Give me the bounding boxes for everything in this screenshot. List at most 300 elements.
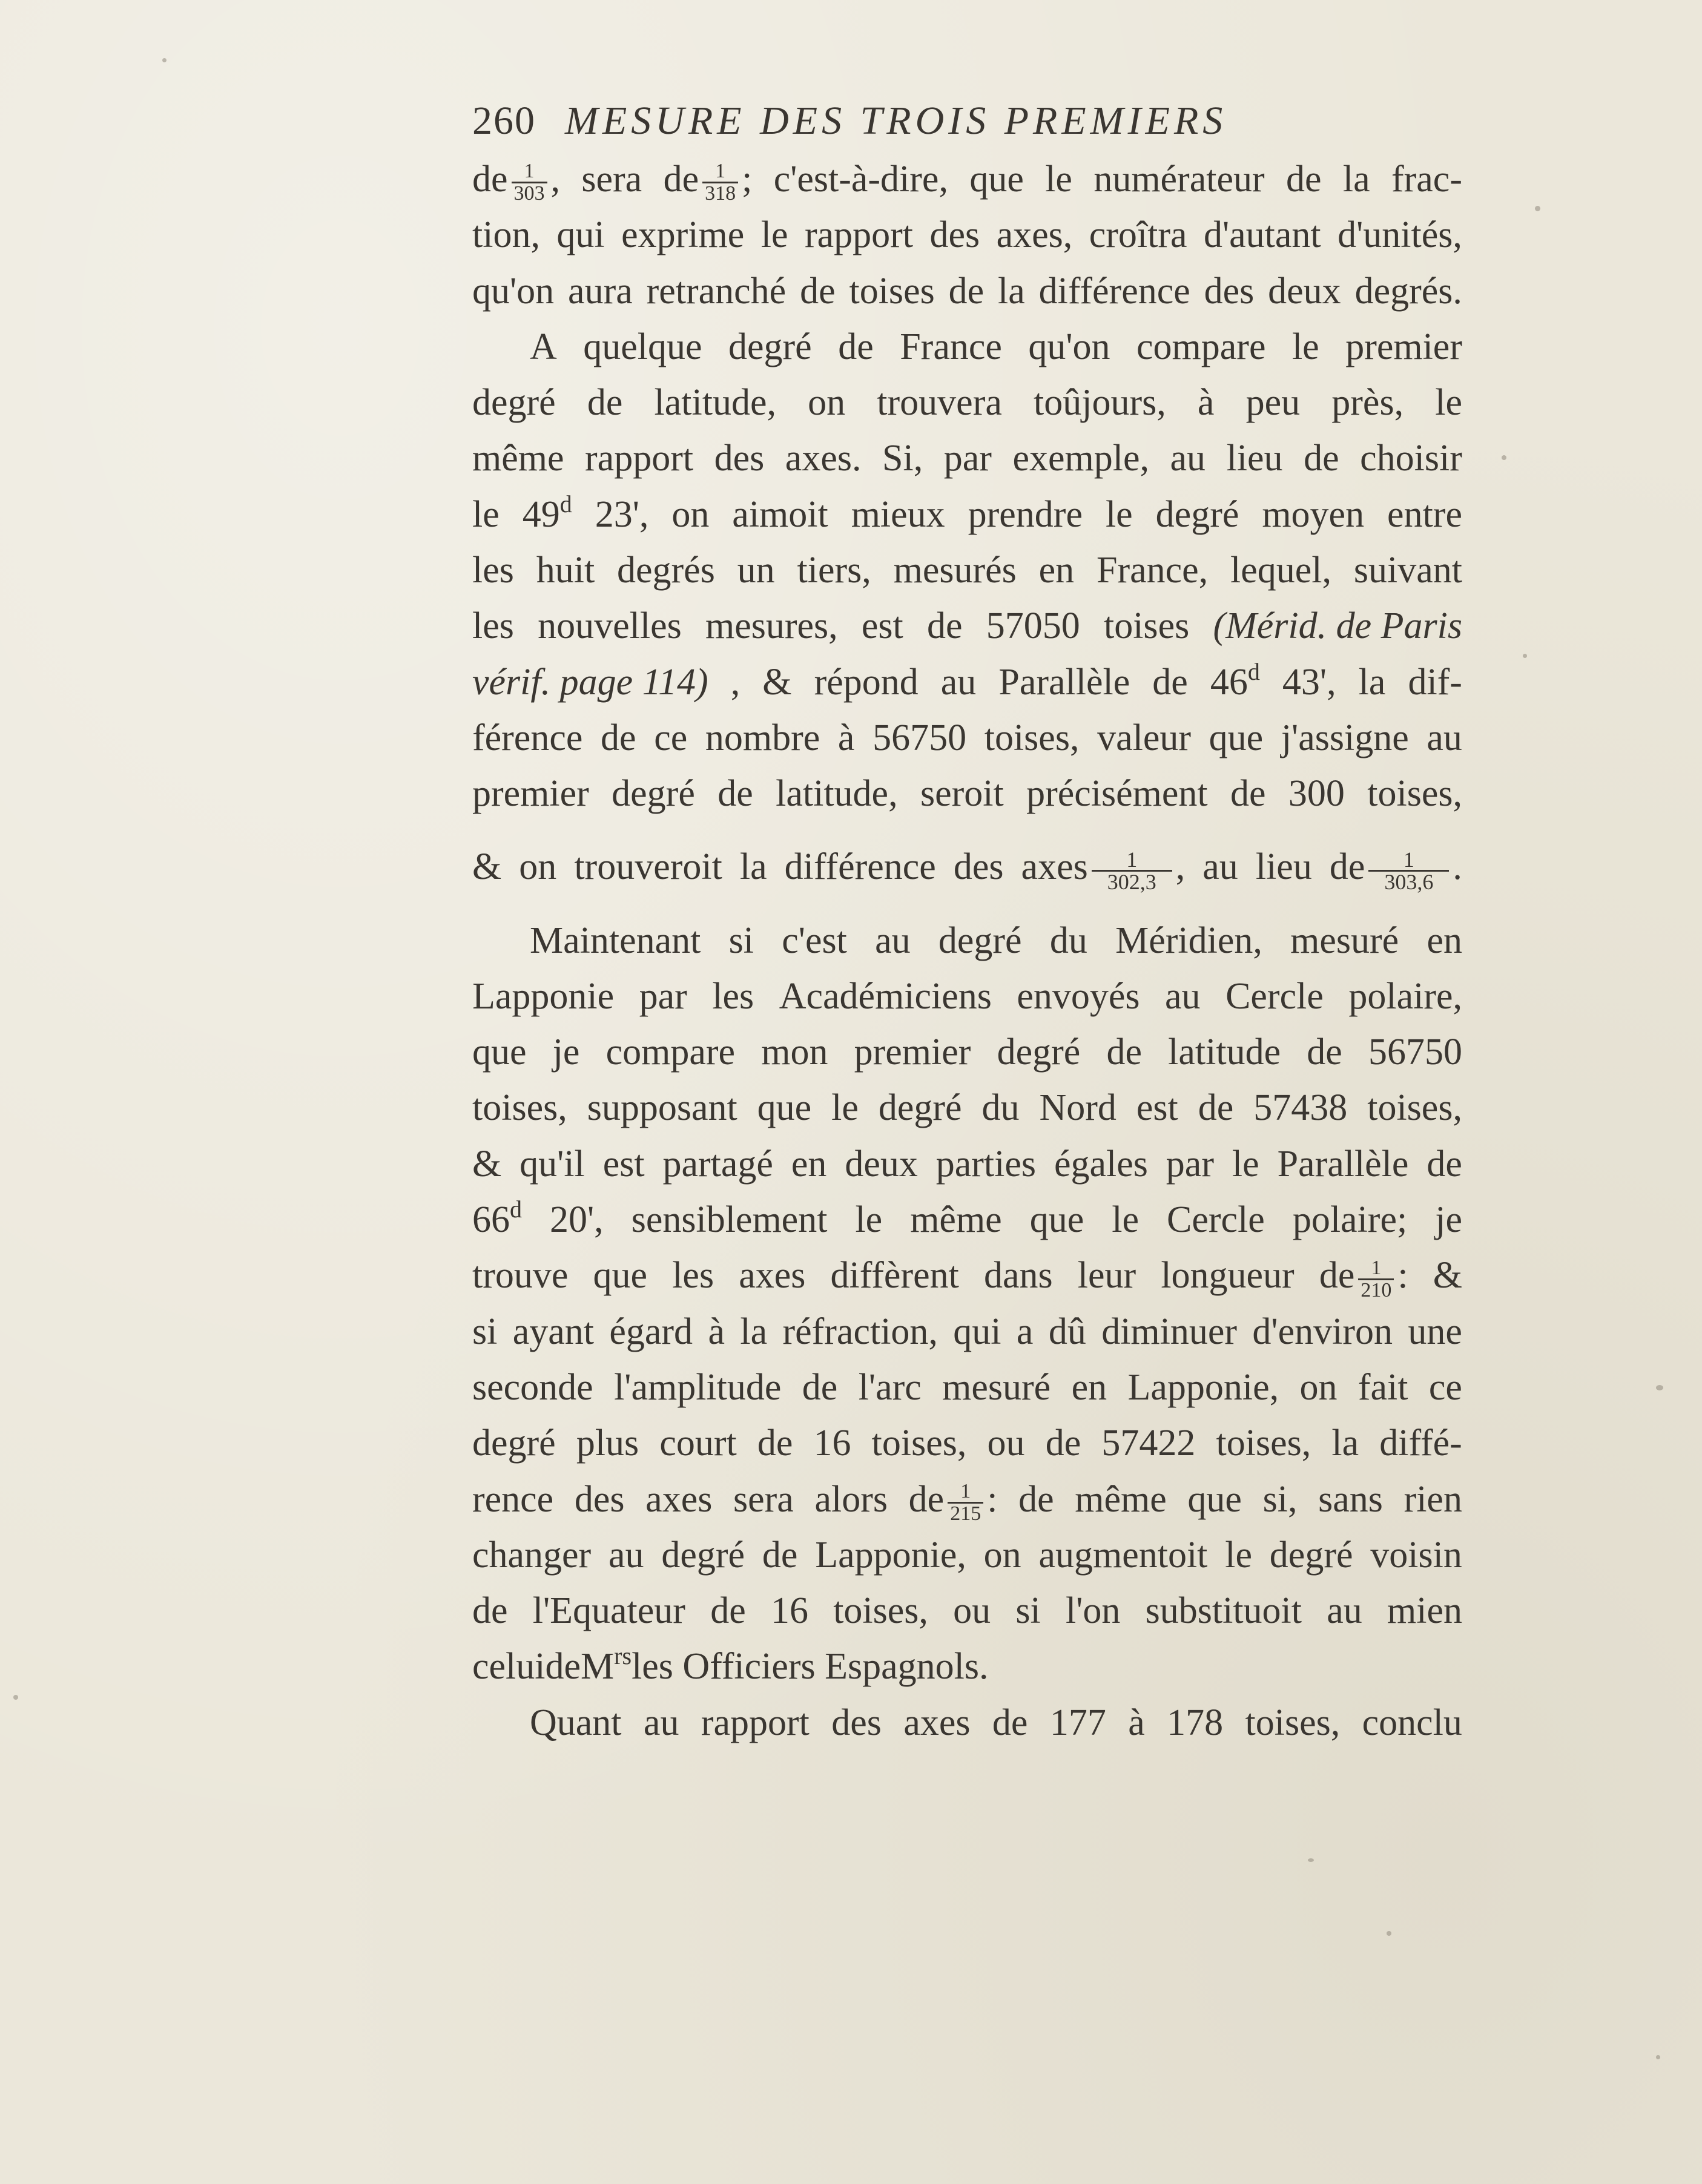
word: axes — [1021, 846, 1088, 888]
word: au — [940, 661, 977, 703]
word: qu'on — [1028, 326, 1110, 367]
word: degré — [472, 382, 556, 424]
word: ce — [1428, 1366, 1462, 1408]
word: même — [1075, 1478, 1167, 1520]
word-with-fraction — [909, 1472, 998, 1527]
word: Lapponie — [472, 975, 615, 1017]
word: en — [1071, 1366, 1107, 1408]
word: en — [1038, 550, 1075, 591]
word: 300 — [1288, 773, 1345, 815]
word: frac- — [1391, 159, 1462, 200]
word: au — [1327, 1590, 1362, 1632]
word: 43', — [1282, 661, 1336, 703]
word: alors — [814, 1478, 888, 1520]
text-line — [472, 1024, 1462, 1080]
text-line — [472, 710, 1462, 766]
word: toises — [849, 270, 935, 312]
word: France, — [1097, 550, 1209, 591]
word: diminuer — [1101, 1311, 1238, 1352]
word: le — [831, 1087, 859, 1129]
word: A — [530, 326, 557, 367]
text-line — [472, 151, 1462, 207]
word: la — [739, 846, 767, 888]
word: : — [987, 1478, 998, 1520]
word: mesuré — [942, 1366, 1051, 1408]
word: augmentoit — [1038, 1534, 1208, 1576]
word: sera — [581, 159, 642, 200]
word: 46 — [1210, 661, 1248, 703]
word: c'est — [782, 919, 847, 961]
word: au — [1170, 438, 1206, 479]
word: degré — [997, 1031, 1081, 1073]
word: le — [1291, 326, 1319, 367]
word: toises, — [833, 1590, 928, 1632]
superscript-word — [523, 487, 572, 542]
word: degré — [728, 326, 812, 367]
word: toises, — [1216, 1423, 1311, 1464]
word: de — [710, 1590, 746, 1632]
word: : — [1397, 1255, 1408, 1297]
word: les — [472, 550, 514, 591]
word: le — [1435, 382, 1462, 424]
word: 177 — [1049, 1702, 1106, 1743]
word: je — [1435, 1199, 1462, 1241]
word: prendre — [968, 493, 1083, 535]
word: différence — [784, 846, 936, 888]
paper-speck — [1387, 1931, 1391, 1936]
fraction-denominator: 215 — [948, 1502, 983, 1524]
text-line — [472, 766, 1462, 821]
word: 66 — [472, 1199, 510, 1241]
word: de — [1018, 1478, 1054, 1520]
word: sensiblement — [631, 1199, 828, 1241]
word: axes, — [996, 214, 1073, 256]
text-line — [472, 1583, 1462, 1639]
word: 57438 — [1253, 1087, 1348, 1129]
word: au — [875, 919, 911, 961]
text-line — [472, 1527, 1462, 1583]
word: 20', — [550, 1199, 604, 1241]
word: longueur — [1161, 1255, 1295, 1297]
word: Parallèle — [1277, 1143, 1409, 1185]
word: qu'il — [520, 1143, 585, 1185]
word: de — [800, 270, 836, 312]
word: axes — [903, 1702, 971, 1743]
word: , — [550, 159, 561, 200]
word: voisin — [1370, 1534, 1462, 1576]
word: partagé — [662, 1143, 773, 1185]
text-line — [472, 598, 1462, 654]
word: supposant — [587, 1087, 737, 1129]
fraction-numerator: 1 — [1403, 847, 1414, 872]
word: entre — [1387, 493, 1462, 535]
word-with-fraction — [1021, 839, 1186, 895]
word: degrés. — [1354, 270, 1462, 312]
word: de — [762, 1534, 798, 1576]
word: exprime — [621, 214, 745, 256]
superscript: d — [1247, 657, 1260, 685]
word: les — [672, 1255, 714, 1297]
word: sans — [1318, 1478, 1383, 1520]
word: seroit — [920, 773, 1004, 815]
word: degré — [661, 1534, 745, 1576]
word: dif- — [1408, 661, 1462, 703]
word: latitude, — [776, 773, 898, 815]
word: dû — [1048, 1311, 1086, 1352]
word: le — [1225, 1534, 1252, 1576]
word-with-fraction — [664, 151, 753, 207]
page-text — [472, 91, 1462, 1751]
word-with-fraction — [472, 151, 560, 207]
word: de — [1198, 1087, 1234, 1129]
word: même — [472, 438, 564, 479]
word: rapport — [701, 1702, 810, 1743]
word: différence — [1038, 270, 1190, 312]
word: 178 — [1167, 1702, 1224, 1743]
word: aimoit — [732, 493, 828, 535]
word: Quant — [530, 1702, 622, 1743]
word: mesuré — [1290, 919, 1399, 961]
word: d'autant — [1203, 214, 1321, 256]
word: en — [791, 1143, 827, 1185]
word: de — [926, 605, 963, 647]
word: 23', — [595, 493, 649, 535]
word: axes. — [785, 438, 862, 479]
word: que — [593, 1255, 648, 1297]
word: l'arc — [858, 1366, 922, 1408]
word: Académiciens — [779, 975, 992, 1017]
fraction-denominator: 318 — [702, 182, 738, 204]
word: Parallèle — [998, 661, 1130, 703]
word: degré — [1269, 1534, 1353, 1576]
word: 56750 — [872, 717, 967, 758]
word: de — [802, 1366, 838, 1408]
word: de — [717, 773, 753, 815]
word: égard — [609, 1311, 693, 1352]
word: croîtra — [1089, 214, 1187, 256]
word: degré — [472, 1423, 556, 1464]
word: des — [831, 1702, 882, 1743]
word: ayant — [512, 1311, 594, 1352]
word: l'amplitude — [614, 1366, 782, 1408]
word: deux — [1268, 270, 1341, 312]
fraction — [1092, 849, 1172, 892]
word: de — [908, 1478, 945, 1520]
word: toises, — [1245, 1702, 1341, 1743]
word: ou — [953, 1590, 991, 1632]
word: si, — [1262, 1478, 1298, 1520]
word: des — [574, 1478, 625, 1520]
superscript-word — [472, 1192, 522, 1248]
text-line — [472, 654, 1462, 710]
word: le — [855, 1199, 883, 1241]
word: que — [969, 159, 1024, 200]
word: par — [1166, 1143, 1214, 1185]
paper-speck — [1308, 1858, 1314, 1862]
word: la — [998, 270, 1025, 312]
word: au — [1165, 975, 1201, 1017]
word: si — [1015, 1590, 1041, 1632]
word: de — [545, 1646, 581, 1688]
italic-citation: (Mérid. de Paris — [1213, 605, 1462, 647]
word: 56750 — [1368, 1031, 1462, 1073]
word: trouveroit — [574, 846, 722, 888]
text-line — [472, 969, 1462, 1024]
fraction — [1358, 1258, 1394, 1301]
word: compare — [1136, 326, 1266, 367]
word: à — [1128, 1702, 1145, 1743]
word: premier — [472, 773, 589, 815]
word: nouvelles — [538, 605, 682, 647]
word: de — [472, 1590, 508, 1632]
word: diffèrent — [830, 1255, 959, 1297]
word: le — [1045, 159, 1072, 200]
word: seconde — [472, 1366, 593, 1408]
paper-speck — [13, 1695, 18, 1700]
word: tion, — [472, 214, 540, 256]
paper-speck — [1502, 455, 1506, 460]
word: le — [1105, 493, 1133, 535]
word: 57422 — [1101, 1423, 1196, 1464]
word: 16 — [770, 1590, 808, 1632]
word: toises, — [1367, 1087, 1462, 1129]
word: mesures, — [705, 605, 838, 647]
word: de — [587, 382, 623, 424]
text-line — [472, 542, 1462, 598]
word: les — [712, 975, 754, 1017]
word: répond — [814, 661, 919, 703]
text-line — [472, 1136, 1462, 1192]
word: au — [1202, 846, 1238, 888]
fraction-denominator: 302,3 — [1092, 870, 1172, 892]
word: degré — [938, 919, 1022, 961]
word: le — [1112, 1199, 1140, 1241]
word: Cercle — [1225, 975, 1324, 1017]
word: que — [1029, 1199, 1084, 1241]
text-line — [472, 207, 1462, 263]
word: on — [983, 1534, 1021, 1576]
word: M — [581, 1646, 615, 1688]
word: de — [1319, 1255, 1355, 1297]
word: une — [1408, 1311, 1462, 1352]
word: trouvera — [877, 382, 1002, 424]
fraction — [512, 161, 547, 204]
word: de — [1427, 1143, 1462, 1185]
word: aura — [568, 270, 633, 312]
word: Nord — [1039, 1087, 1117, 1129]
word: quelque — [583, 326, 702, 367]
word: près, — [1331, 382, 1404, 424]
word: d'environ — [1252, 1311, 1393, 1352]
word: on — [519, 846, 557, 888]
word: la — [1358, 661, 1386, 703]
fraction-denominator: 210 — [1358, 1278, 1394, 1301]
word: degré — [612, 773, 695, 815]
word: la — [1331, 1423, 1359, 1464]
fraction — [1368, 849, 1449, 892]
word: ; — [742, 159, 753, 200]
word: changer — [472, 1534, 592, 1576]
word: par — [943, 438, 992, 479]
word: de — [1285, 159, 1322, 200]
text-line — [472, 1415, 1462, 1471]
word: est — [1136, 1087, 1178, 1129]
italic-citation: vérif. page 114) — [472, 661, 708, 703]
word: toises, — [984, 717, 1080, 758]
word: retranché — [646, 270, 787, 312]
text-line — [472, 1304, 1462, 1360]
word: compare — [605, 1031, 736, 1073]
word: de — [601, 717, 636, 758]
word: de — [1152, 661, 1188, 703]
word: latitude, — [654, 382, 776, 424]
text-line — [472, 913, 1462, 969]
word: des — [953, 846, 1004, 888]
word: précisément — [1026, 773, 1208, 815]
word: Lapponie, — [1127, 1366, 1279, 1408]
word: les — [472, 605, 514, 647]
word: trouve — [472, 1255, 569, 1297]
word: le — [472, 493, 500, 535]
text-line — [472, 487, 1462, 542]
word: au — [643, 1702, 679, 1743]
word: France — [900, 326, 1002, 367]
word: parties — [935, 1143, 1037, 1185]
word: en — [1427, 919, 1462, 961]
word: d'unités, — [1338, 214, 1462, 256]
word: réfraction, — [782, 1311, 938, 1352]
word: l'on — [1065, 1590, 1121, 1632]
word: Cercle — [1167, 1199, 1265, 1241]
word: & — [472, 1143, 502, 1185]
word: & — [472, 846, 502, 888]
text-line — [472, 430, 1462, 486]
word: des — [1204, 270, 1255, 312]
word: de — [472, 159, 508, 200]
word: de — [663, 159, 699, 200]
word: de — [1230, 773, 1266, 815]
word: 49 — [522, 493, 560, 535]
superscript: d — [559, 490, 572, 518]
word: Méridien, — [1115, 919, 1262, 961]
word: à — [837, 717, 855, 758]
word: égales — [1054, 1143, 1148, 1185]
word: si — [728, 919, 754, 961]
word: à — [1197, 382, 1215, 424]
word: Lapponie, — [815, 1534, 966, 1576]
word: polaire; — [1292, 1199, 1408, 1241]
word: mesurés — [893, 550, 1017, 591]
word: toûjours, — [1034, 382, 1166, 424]
fraction-numerator: 1 — [1371, 1256, 1382, 1279]
text-line — [472, 1639, 1462, 1694]
text-line — [472, 822, 1462, 913]
word: latitude — [1168, 1031, 1281, 1073]
fraction-numerator: 1 — [960, 1479, 971, 1502]
word: plus — [576, 1423, 639, 1464]
word: rapport — [585, 438, 694, 479]
running-header — [472, 91, 1462, 151]
text-line — [472, 1248, 1462, 1303]
word: au — [1427, 717, 1462, 758]
word: je — [552, 1031, 580, 1073]
fraction — [948, 1481, 983, 1524]
word: diffé- — [1379, 1423, 1462, 1464]
word: conclu — [1362, 1702, 1462, 1743]
fraction-denominator: 303,6 — [1368, 870, 1449, 892]
degree-value — [1210, 654, 1260, 710]
word: qui — [556, 214, 605, 256]
text-line — [472, 1192, 1462, 1248]
word: numérateur — [1093, 159, 1265, 200]
text-line — [472, 263, 1462, 319]
word: par — [639, 975, 687, 1017]
word: sera — [733, 1478, 794, 1520]
word: de — [992, 1702, 1028, 1743]
word: est — [602, 1143, 645, 1185]
body-paragraphs — [472, 151, 1462, 1751]
word: du — [1049, 919, 1087, 961]
word: du — [981, 1087, 1020, 1129]
word: Maintenant — [530, 919, 701, 961]
word: deux — [845, 1143, 918, 1185]
word: toises, — [1367, 773, 1462, 815]
word: l'Equateur — [532, 1590, 685, 1632]
word: férence — [472, 717, 583, 758]
word: premier — [1345, 326, 1462, 367]
word: c'est-à-dire, — [773, 159, 948, 200]
word: premier — [854, 1031, 971, 1073]
fraction-denominator: 303 — [512, 182, 547, 204]
word: on — [808, 382, 846, 424]
word: substituoit — [1145, 1590, 1302, 1632]
word: fait — [1357, 1366, 1408, 1408]
word: si — [472, 1311, 498, 1352]
word: axes — [739, 1255, 806, 1297]
word: toises, — [871, 1423, 967, 1464]
word: j'assigne — [1281, 717, 1409, 758]
word-with-fraction — [1330, 839, 1462, 895]
word: même — [910, 1199, 1002, 1241]
text-line — [472, 1695, 1462, 1751]
word: que — [1187, 1478, 1242, 1520]
word: celui — [472, 1646, 546, 1688]
superscript: rs — [614, 1642, 632, 1670]
word: degré — [878, 1087, 962, 1129]
word: mien — [1387, 1590, 1462, 1632]
word: 16 — [813, 1423, 851, 1464]
word: mieux — [851, 493, 945, 535]
text-line — [472, 1080, 1462, 1136]
text-line — [472, 319, 1462, 375]
word: moyen — [1262, 493, 1365, 535]
word: valeur — [1097, 717, 1192, 758]
word: court — [659, 1423, 737, 1464]
word: polaire, — [1348, 975, 1462, 1017]
word: de — [1329, 846, 1365, 888]
word: peu — [1245, 382, 1301, 424]
word: que — [1209, 717, 1264, 758]
word: & — [1433, 1255, 1462, 1297]
fraction-numerator: 1 — [715, 160, 726, 183]
word: au — [609, 1534, 644, 1576]
word: de — [1307, 1031, 1342, 1073]
word: ou — [987, 1423, 1025, 1464]
running-title: MESURE DES TROIS PREMIERS — [565, 99, 1227, 143]
word: de — [838, 326, 874, 367]
word: rence — [472, 1478, 554, 1520]
word: on — [671, 493, 710, 535]
